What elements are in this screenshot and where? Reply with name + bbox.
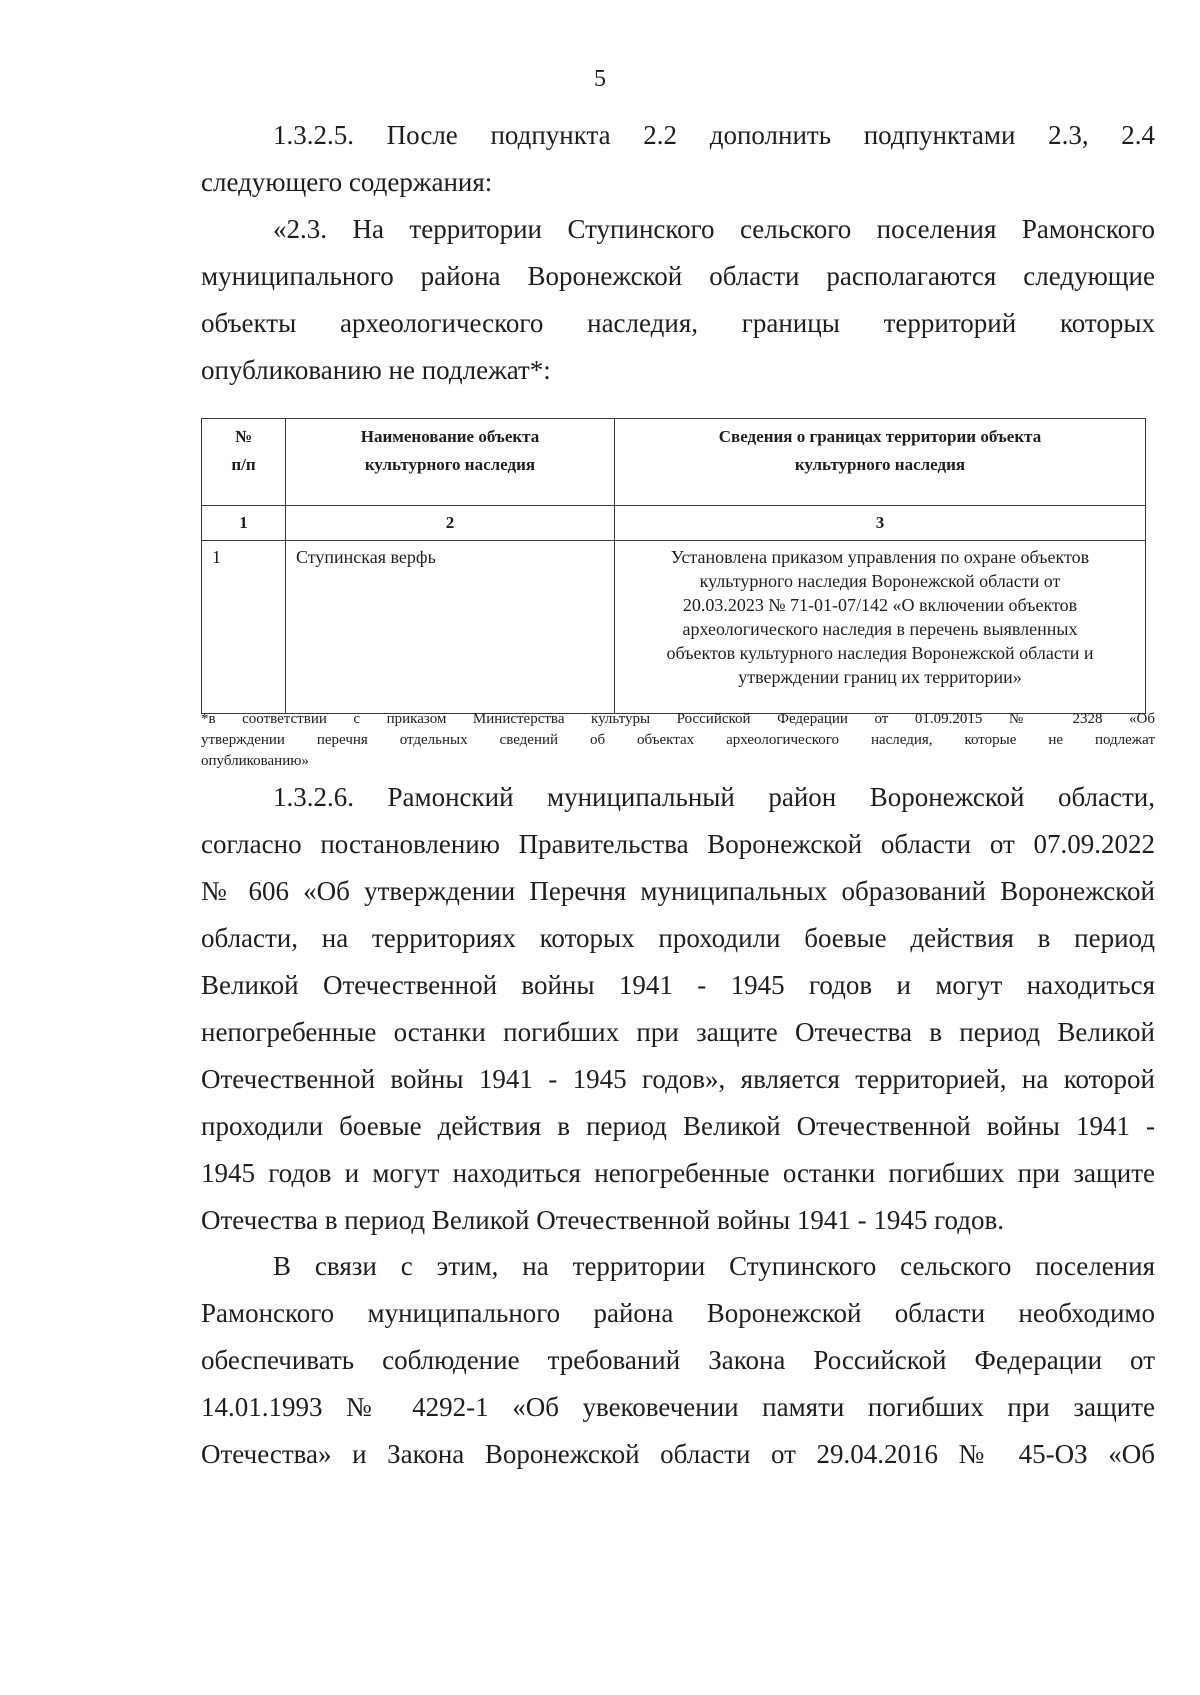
- text-line: муниципального района Воронежской области располагаются следующие: [201, 261, 1155, 291]
- text-line: непогребенные останки погибших при защите Отечества в период Великой: [201, 1017, 1155, 1047]
- header-text: Сведения о границах территории объекта: [718, 427, 1042, 446]
- heritage-objects-table: [201, 418, 1146, 714]
- text-line: 1945 годов и могут находиться непогребенные останки погибших при защите: [201, 1158, 1155, 1188]
- text-line: 1.3.2.5. После подпункта 2.2 дополнить подпунктами 2.3, 2.4: [273, 120, 1155, 150]
- text-line: 14.01.1993 № 4292-1 «Об увековечении памяти погибших при защите: [201, 1392, 1155, 1422]
- header-text: Наименование объекта: [360, 427, 540, 446]
- paragraph-1-3-2-6: [201, 774, 1155, 1244]
- header-text: п/п: [231, 455, 256, 474]
- text-line: области, на территориях которых проходили боевые действия в период: [201, 923, 1155, 953]
- text-line: следующего содержания:: [201, 167, 493, 197]
- text-line: обеспечивать соблюдение требований Закона Российской Федерации от: [201, 1345, 1155, 1375]
- column-number: 3: [615, 506, 1146, 541]
- text-line: Великой Отечественной войны 1941 - 1945 годов и могут находиться: [201, 970, 1155, 1000]
- paragraph-1-3-2-5: [201, 112, 1155, 206]
- section-1-3-2-6: [201, 774, 1155, 1244]
- footnote-line: опубликованию»: [201, 753, 309, 769]
- paragraph-in-connection: [201, 1243, 1155, 1478]
- paragraph-2-3: [201, 206, 1155, 394]
- text-line: В связи с этим, на территории Ступинского сельского поселения: [273, 1251, 1155, 1281]
- clause-2-3: [201, 206, 1155, 394]
- text-line: 1.3.2.6. Рамонский муниципальный район Воронежской области,: [273, 782, 1155, 812]
- header-text: культурного наследия: [364, 455, 536, 474]
- footnote: [201, 709, 1155, 772]
- text-line: объекты археологического наследия, границы территорий которых: [201, 308, 1155, 338]
- header-boundaries: [615, 419, 1146, 506]
- table-column-numbers-row: [202, 506, 1146, 541]
- object-name: Ступинская верфь: [286, 541, 615, 714]
- header-text: №: [234, 427, 253, 446]
- text-line: Отечества» и Закона Воронежской области от 29.04.2016 № 45-ОЗ «Об: [201, 1439, 1155, 1469]
- paragraph-obligations: [201, 1243, 1155, 1478]
- object-boundaries: [615, 541, 1146, 714]
- boundaries-line: утверждении границ их территории»: [738, 667, 1022, 687]
- boundaries-line: культурного наследия Воронежской области от: [699, 571, 1061, 591]
- text-line: Рамонского муниципального района Воронежской области необходимо: [201, 1298, 1155, 1328]
- header-name: [286, 419, 615, 506]
- boundaries-line: объектов культурного наследия Воронежской области и: [666, 643, 1094, 663]
- table-row: [202, 541, 1146, 714]
- table-header-row: [202, 419, 1146, 506]
- section-1-3-2-5: [201, 112, 1155, 206]
- page-number: 5: [594, 66, 606, 92]
- boundaries-line: 20.03.2023 № 71-01-07/142 «О включении объектов: [682, 595, 1078, 615]
- text-line: Отечества в период Великой Отечественной войны 1941 - 1945 годов.: [201, 1205, 1004, 1235]
- header-text: культурного наследия: [794, 455, 966, 474]
- footnote-line: *в соответствии с приказом Министерства культуры Российской Федерации от 01.09.2015 № 2328 «Об: [201, 711, 1155, 727]
- text-line: № 606 «Об утверждении Перечня муниципальных образований Воронежской: [201, 876, 1155, 906]
- text-line: опубликованию не подлежат*:: [201, 355, 551, 385]
- boundaries-line: археологического наследия в перечень выявленных: [682, 619, 1078, 639]
- boundaries-line: Установлена приказом управления по охране объектов: [670, 547, 1090, 567]
- row-number: 1: [202, 541, 286, 714]
- column-number: 1: [202, 506, 286, 541]
- text-line: Отечественной войны 1941 - 1945 годов», является территорией, на которой: [201, 1064, 1155, 1094]
- text-line: «2.3. На территории Ступинского сельского поселения Рамонского: [273, 214, 1155, 244]
- text-line: проходили боевые действия в период Великой Отечественной войны 1941 -: [201, 1111, 1155, 1141]
- text-line: согласно постановлению Правительства Воронежской области от 07.09.2022: [201, 829, 1155, 859]
- footnote-line: утверждении перечня отдельных сведений об объектах археологического наследия, которые не подлежат: [201, 732, 1155, 748]
- column-number: 2: [286, 506, 615, 541]
- header-num: [202, 419, 286, 506]
